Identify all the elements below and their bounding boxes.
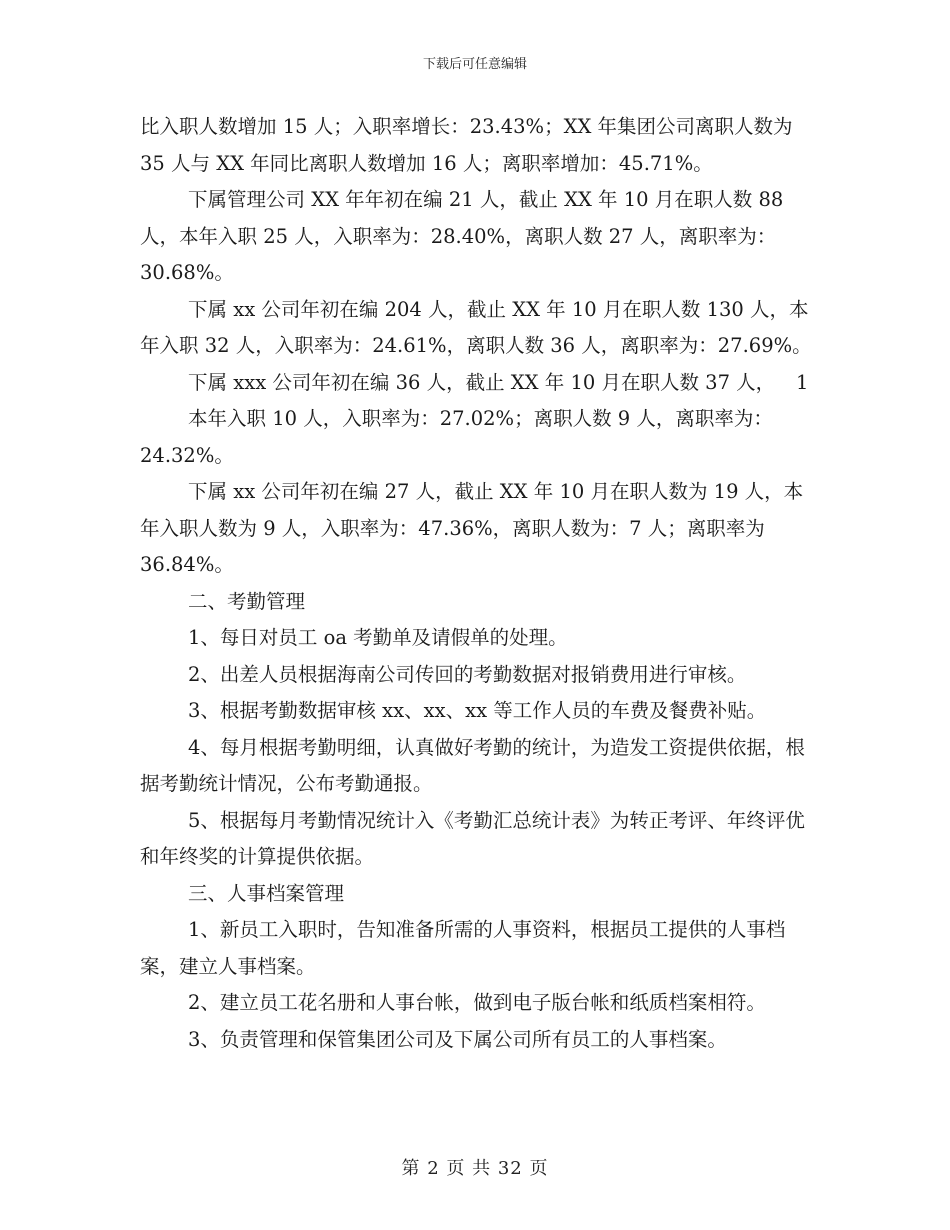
personnel-item-2: 2、建立员工花名册和人事台帐，做到电子版台帐和纸质档案相符。: [188, 991, 766, 1014]
side-page-mark: 1: [796, 370, 809, 394]
paragraph-xx-company-2: 下属 xx 公司年初在编 27 人，截止 XX 年 10 月在职人数为 19 人，本年入职人数为 9 人，入职率为：47.36%，离职人数为：7 人；离职率为 36.84%。: [140, 480, 804, 576]
xxx-company-line-1-text: 下属 xxx 公司年初在编 36 人，截止 XX 年 10 月在职人数 37 人，: [188, 370, 776, 394]
xxx-company-line-3: 24.32%。: [140, 443, 234, 467]
personnel-item-1: 1、新员工入职时，告知准备所需的人事资料，根据员工提供的人事档案，建立人事档案。: [140, 918, 786, 978]
page-header-note: 下载后可任意编辑: [422, 57, 527, 72]
attendance-item-2: 2、出差人员根据海南公司传回的考勤数据对报销费用进行审核。: [188, 662, 747, 686]
attendance-item-5: 5、根据每月考勤情况统计入《考勤汇总统计表》为转正考评、年终评优和年终奖的计算提供依据。: [140, 808, 805, 868]
section-heading-attendance: 二、考勤管理: [188, 589, 306, 613]
personnel-item-3: 3、负责管理和保管集团公司及下属公司所有员工的人事档案。: [188, 1027, 727, 1051]
paragraph-management-company: 下属管理公司 XX 年年初在编 21 人，截止 XX 年 10 月在职人数 88 人，本年入职 25 人，入职率为：28.40%，离职人数 27 人，离职率为：30.68%。: [140, 188, 784, 284]
attendance-item-1: 1、每日对员工 oa 考勤单及请假单的处理。: [188, 626, 568, 649]
paragraph-hiring-summary: 比入职人数增加 15 人；入职率增长：23.43%；XX 年集团公司离职人数为 35 人与 XX 年同比离职人数增加 16 人；离职率增加：45.71%。: [140, 115, 793, 175]
paragraph-xx-company-1: 下属 xx 公司年初在编 204 人，截止 XX 年 10 月在职人数 130 人，本年入职 32 人，入职率为：24.61%，离职人数 36 人，离职率为：27.69%。: [140, 297, 812, 357]
attendance-item-3: 3、根据考勤数据审核 xx、xx、xx 等工作人员的车费及餐费补贴。: [188, 699, 767, 722]
xxx-company-line-1: [140, 365, 820, 402]
section-heading-personnel-files: 三、人事档案管理: [188, 881, 345, 905]
attendance-item-4: 4、每月根据考勤明细，认真做好考勤的统计，为造发工资提供依据，根据考勤统计情况，公布考勤通报。: [140, 735, 805, 795]
page-number-footer: 第 2 页 共 32 页: [401, 1158, 549, 1179]
xxx-company-line-2: 本年入职 10 人，入职率为：27.02%；离职人数 9 人，离职率为：: [188, 407, 773, 430]
document-body: [140, 109, 820, 1058]
